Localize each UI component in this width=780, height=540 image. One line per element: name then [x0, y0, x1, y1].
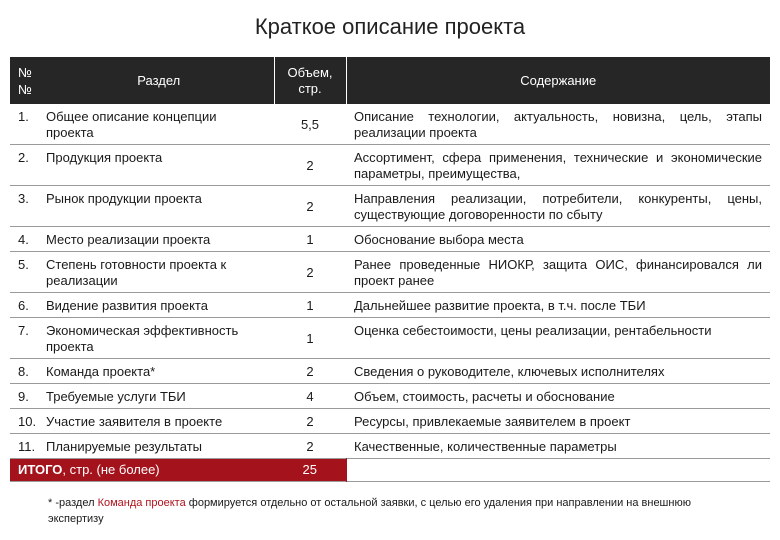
header-number: № № — [10, 57, 44, 104]
row-volume: 1 — [306, 331, 314, 346]
row-volume: 2 — [306, 439, 314, 454]
table-row — [10, 318, 770, 359]
row-number: 4. — [18, 232, 29, 247]
row-number: 5. — [18, 257, 29, 272]
table-row — [10, 252, 770, 293]
row-content: Ранее проведенные НИОКР, защита ОИС, финансировался ли проект ранее — [354, 257, 762, 288]
row-section: Продукция проекта — [46, 150, 163, 165]
row-section: Видение развития проекта — [46, 298, 208, 313]
row-number: 2. — [18, 150, 29, 165]
row-content: Объем, стоимость, расчеты и обоснование — [354, 389, 615, 404]
row-section: Требуемые услуги ТБИ — [46, 389, 186, 404]
row-volume: 5,5 — [300, 117, 320, 132]
total-row — [10, 459, 770, 482]
row-section: Планируемые результаты — [46, 439, 202, 454]
row-number: 8. — [18, 364, 29, 379]
table-row — [10, 104, 770, 145]
row-volume: 4 — [306, 389, 314, 404]
table-row — [10, 384, 770, 409]
project-summary-table — [10, 57, 770, 482]
row-content: Ассортимент, сфера применения, технические и экономические параметры, преимущества, — [354, 150, 762, 181]
row-section: Команда проекта* — [46, 364, 156, 379]
row-section: Степень готовности проекта к реализации — [46, 257, 227, 288]
header-volume: Объем, стр. — [274, 57, 346, 104]
row-section: Участие заявителя в проекте — [46, 414, 223, 429]
footnote-highlight: Команда проекта — [97, 497, 186, 509]
row-volume: 2 — [306, 158, 314, 173]
total-volume: 25 — [274, 459, 346, 482]
row-number: 9. — [18, 389, 29, 404]
row-number: 6. — [18, 298, 29, 313]
page-title: Краткое описание проекта — [254, 14, 526, 39]
row-number: 10. — [18, 414, 37, 429]
row-content: Сведения о руководителе, ключевых исполнителях — [354, 364, 665, 379]
table-header-row — [10, 57, 770, 104]
row-number: 1. — [18, 109, 29, 124]
table-row — [10, 227, 770, 252]
table-row — [10, 293, 770, 318]
row-content: Направления реализации, потребители, конкуренты, цены, существующие договоренности по сбыту — [354, 191, 762, 222]
row-section: Рынок продукции проекта — [46, 191, 202, 206]
row-volume: 2 — [306, 364, 314, 379]
row-section: Место реализации проекта — [46, 232, 211, 247]
total-blank-cell — [346, 459, 770, 482]
row-number: 11. — [18, 439, 36, 454]
row-volume: 2 — [306, 199, 314, 214]
table-row — [10, 409, 770, 434]
row-content: Дальнейшее развитие проекта, в т.ч. после ТБИ — [354, 298, 646, 313]
row-volume: 2 — [306, 414, 314, 429]
table-row — [10, 186, 770, 227]
row-content: Ресурсы, привлекаемые заявителем в проект — [354, 414, 631, 429]
table-row — [10, 359, 770, 384]
table-row — [10, 145, 770, 186]
footnote: * -раздел Команда проекта формируется отдельно от остальной заявки, с целью его удаления при направлении на внешнюю экспертизу — [48, 497, 691, 525]
header-section: Раздел — [44, 57, 274, 104]
row-volume: 1 — [306, 232, 314, 247]
table-row — [10, 434, 770, 459]
row-content: Обоснование выбора места — [354, 232, 524, 247]
row-content: Описание технологии, актуальность, новизна, цель, этапы реализации проекта — [354, 109, 762, 140]
row-content: Качественные, количественные параметры — [354, 439, 617, 454]
total-label: ИТОГО, стр. (не более) — [10, 459, 274, 482]
row-content: Оценка себестоимости, цены реализации, рентабельности — [354, 323, 712, 338]
row-section: Экономическая эффективность проекта — [46, 323, 239, 354]
row-volume: 1 — [306, 298, 314, 313]
row-section: Общее описание концепции проекта — [46, 109, 217, 140]
row-number: 7. — [18, 323, 29, 338]
row-volume: 2 — [306, 265, 314, 280]
row-number: 3. — [18, 191, 29, 206]
header-content: Содержание — [346, 57, 770, 104]
